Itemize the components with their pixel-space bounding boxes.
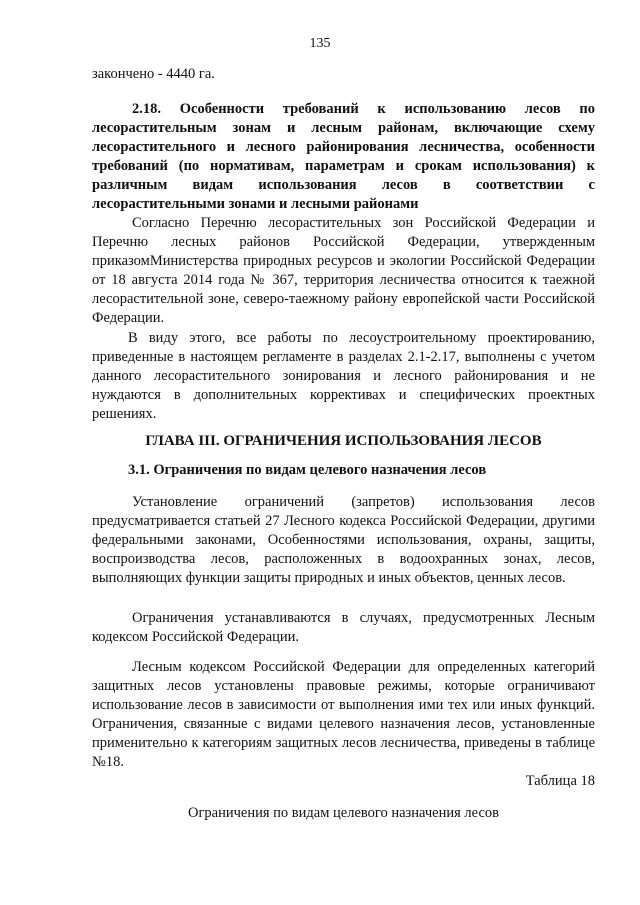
section-heading-3-1: 3.1. Ограничения по видам целевого назначения лесов — [128, 462, 487, 478]
table-caption: Ограничения по видам целевого назначения лесов — [188, 805, 499, 821]
paragraph-conclusion: В виду этого, все работы по лесоустроительному проектированию, приведенные в настоящем регламенте в разделах 2.1-2.17, выполнены с учетом данного лесорастительного зонирования и лесного районирования и не нуждаются в дополнительных коррективах и специфических проектных решениях. — [92, 330, 595, 422]
chapter-title: ГЛАВА III. ОГРАНИЧЕНИЯ ИСПОЛЬЗОВАНИЯ ЛЕСОВ — [145, 433, 542, 449]
section-heading-2-18: 2.18. Особенности требований к использованию лесов по лесорастительным зонам и лесным районам, включающие схему лесорастительного и лесного районирования лесничества, особенности требований (по нормативам, параметрам и срокам использования) к различным видам использования лесов в соответствии с лесорастительными зонами и лесными районами — [92, 101, 595, 212]
paragraph-previous-end: закончено - 4440 га. — [92, 66, 215, 82]
paragraph-restrictions: Установление ограничений (запретов) использования лесов предусматривается статьей 27 Лесного кодекса Российской Федерации, другими федеральными законами, Особенностями использования, охраны, защиты, воспроизводства лесов, расположенных в водоохранных зонах, лесов, выполняющих функции защиты природных и иных объектов, ценных лесов. — [92, 494, 595, 586]
paragraph-zones: Согласно Перечню лесорастительных зон Российской Федерации и Перечню лесных районов Российской Федерации, утвержденным приказомМинистерства природных ресурсов и экологии Российской Федерации от 18 августа 2014 года № 367, территория лесничества относится к таежной лесорастительной зоне, северо-таежному району европейской части Российской Федерации. — [92, 215, 595, 326]
table-label: Таблица 18 — [525, 773, 595, 789]
paragraph-legal-regimes: Лесным кодексом Российской Федерации для определенных категорий защитных лесов установлены правовые режимы, которые ограничивают использование лесов в зависимости от выполнения ими тех или иных функций. Ограничения, связанные с видами целевого назначения лесов, установленные применительно к категориям защитных лесов лесничества, приведены в таблице №18. — [92, 659, 595, 770]
paragraph-cases: Ограничения устанавливаются в случаях, предусмотренных Лесным кодексом Российской Федерации. — [92, 610, 595, 645]
page-number: 135 — [309, 36, 331, 51]
